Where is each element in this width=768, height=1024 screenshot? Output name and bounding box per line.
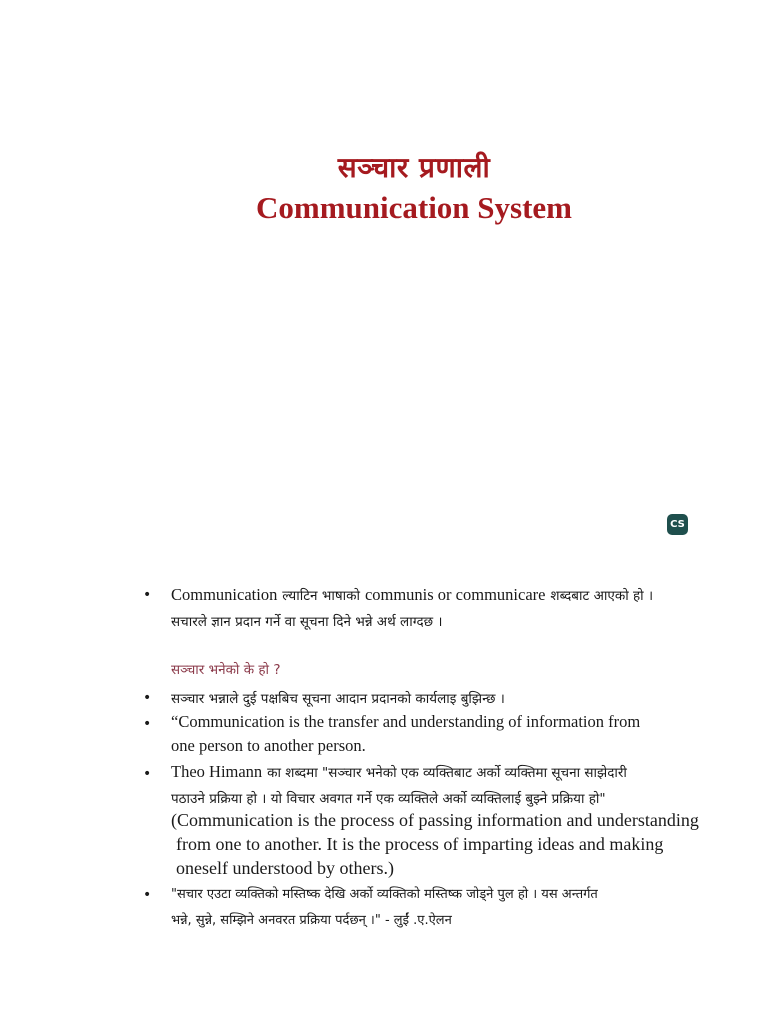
bullet-dot-5: • (143, 887, 152, 903)
bullet-3-line-1: “Communication is the transfer and understanding of information from (171, 712, 641, 731)
bullet-4-line-3: (Communication is the process of passing information and understanding (171, 810, 699, 830)
bullet-4-line-4: from one to another. It is the process of imparting ideas and making (176, 834, 664, 854)
title-nepali: सञ्चार प्रणाली (337, 151, 491, 184)
bullet-1-np-b: शब्दबाट आएको हो । (550, 588, 654, 604)
bullet-4-line-2: पठाउने प्रक्रिया हो । यो विचार अवगत गर्ने एक व्यक्तिले अर्को व्यक्तिलाई बुझ्ने प्रक्रिया हो" (171, 791, 606, 807)
bullet-4-line-1 (171, 762, 627, 782)
bullet-dot-4: • (143, 766, 152, 782)
bullet-1-latin: communis or communicare (364, 585, 546, 604)
bullet-5-line-1: "सचार एउटा व्यक्तिको मस्तिष्क देखि अर्को व्यक्तिको मस्तिष्क जोड्ने पुल हो । यस अन्तर्गत (171, 887, 598, 902)
bullet-2-line-1: सञ्चार भन्नाले दुई पक्षबिच सूचना आदान प्रदानको कार्यलाइ बुझिन्छ । (171, 691, 505, 707)
title-english: Communication System (255, 190, 573, 225)
bullet-1-term: Communication (171, 585, 278, 604)
bullet-1-line-1 (171, 585, 653, 605)
bullet-4-line-5: oneself understood by others.) (176, 858, 394, 878)
bullet-1-np-a: ल्याटिन भाषाको (282, 588, 360, 604)
bullet-3-line-2: one person to another person. (171, 736, 366, 755)
bullet-1-line-2: सचारले ज्ञान प्रदान गर्ने वा सूचना दिने भन्ने अर्थ लाग्दछ । (171, 614, 443, 630)
section-subheading: सञ्चार भनेको के हो ? (171, 662, 281, 678)
bullet-4-author: Theo Himann (171, 762, 263, 781)
camscanner-badge: CS (667, 514, 688, 535)
bullet-dot-3: • (143, 716, 152, 732)
bullet-5-line-2: भन्ने, सुन्ने, सम्झिने अनवरत प्रक्रिया पर्दछन् ।" - लुईं .ए.ऐलन (171, 913, 452, 928)
title-block (0, 148, 768, 228)
bullet-dot-1: • (143, 587, 152, 603)
bullet-dot-2: • (143, 690, 152, 706)
bullet-4-quote-start: का शब्दमा "सञ्चार भनेको एक व्यक्तिबाट अर्को व्यक्तिमा सूचना साझेदारी (267, 765, 627, 781)
